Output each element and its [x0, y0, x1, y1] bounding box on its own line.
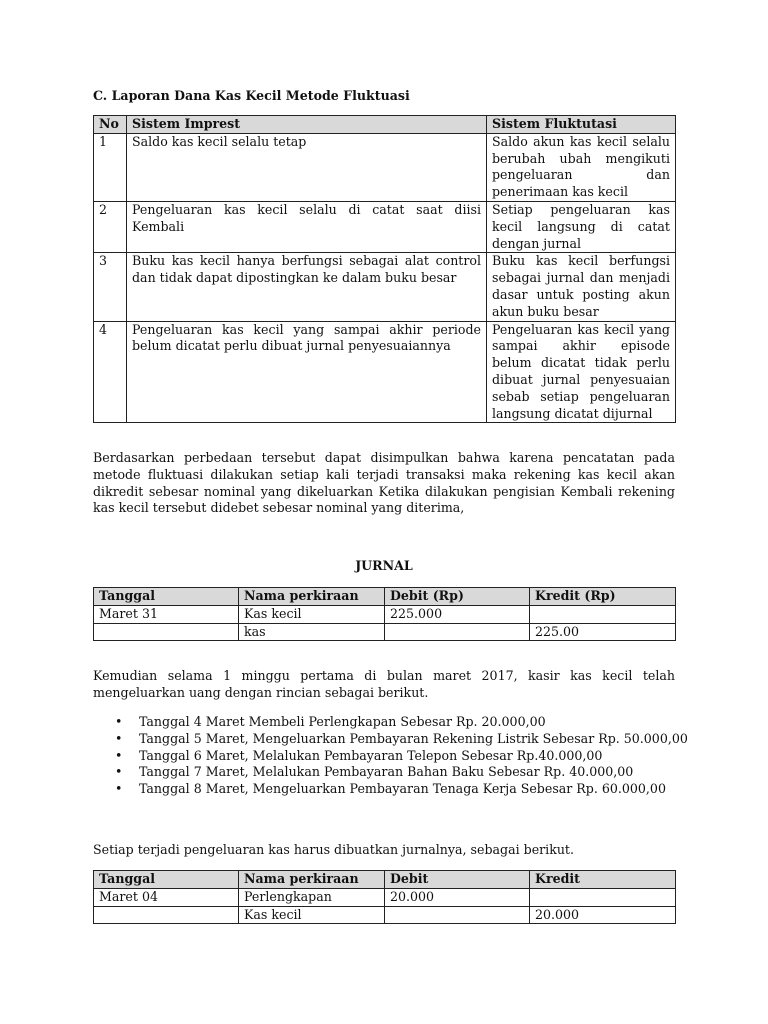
list-item — [93, 714, 693, 731]
fluktuasi-cell: Buku kas kecil berfungsi sebagai jurnal dan menjadi dasar untuk posting akun akun buku besar — [487, 253, 676, 321]
list-item-text: Tanggal 5 Maret, Mengeluarkan Pembayaran Rekening Listrik Sebesar Rp. 50.000,00 — [139, 730, 688, 746]
column-header-kredit: Kredit — [530, 871, 676, 889]
kredit-cell — [530, 605, 676, 623]
table-row — [94, 133, 676, 201]
column-header-nama-perkiraan: Nama perkiraan — [239, 588, 385, 606]
comparison-table — [93, 115, 676, 423]
bullet-icon: • — [115, 781, 123, 797]
nama-perkiraan-cell: Kas kecil — [239, 605, 385, 623]
jurnal-table-2 — [93, 870, 676, 924]
list-item-text: Tanggal 8 Maret, Mengeluarkan Pembayaran Tenaga Kerja Sebesar Rp. 60.000,00 — [139, 781, 666, 797]
imprest-cell: Saldo kas kecil selalu tetap — [127, 133, 487, 201]
table-row — [94, 321, 676, 423]
kredit-cell: 20.000 — [530, 906, 676, 924]
table-header-row — [94, 116, 676, 134]
tanggal-cell — [94, 623, 239, 641]
bullet-icon: • — [115, 764, 123, 780]
imprest-cell: Buku kas kecil hanya berfungsi sebagai alat control dan tidak dapat dipostingkan ke dalam buku besar — [127, 253, 487, 321]
list-item-text: Tanggal 7 Maret, Melalukan Pembayaran Bahan Baku Sebesar Rp. 40.000,00 — [139, 764, 634, 780]
list-item — [93, 764, 693, 781]
column-header-debit: Debit (Rp) — [385, 588, 530, 606]
column-header-fluktuasi: Sistem Fluktutasi — [487, 116, 676, 134]
table-row — [94, 906, 676, 924]
row-number: 4 — [94, 321, 127, 423]
table-header-row — [94, 588, 676, 606]
nama-perkiraan-cell: Perlengkapan — [239, 888, 385, 906]
nama-perkiraan-cell: kas — [239, 623, 385, 641]
conclusion-paragraph: Berdasarkan perbedaan tersebut dapat disimpulkan bahwa karena pencatatan pada metode fluktuasi dilakukan setiap kali terjadi transaksi maka rekening kas kecil akan dikredit sebesar nominal yang dikeluarkan Ketika dilakukan pengisian Kembali rekening kas kecil tersebut didebet sebesar nominal yang diterima, — [93, 450, 675, 516]
fluktuasi-cell: Pengeluaran kas kecil yang sampai akhir episode belum dicatat tidak perlu dibuat jurnal penyesuaian sebab setiap pengeluaran langsung dicatat dijurnal — [487, 321, 676, 423]
debit-cell: 225.000 — [385, 605, 530, 623]
debit-cell: 20.000 — [385, 888, 530, 906]
list-item — [93, 781, 693, 798]
bullet-icon: • — [115, 730, 123, 746]
column-header-tanggal: Tanggal — [94, 871, 239, 889]
column-header-imprest: Sistem Imprest — [127, 116, 487, 134]
table-row — [94, 253, 676, 321]
table-row — [94, 623, 676, 641]
jurnal-title: JURNAL — [355, 558, 413, 573]
row-number: 2 — [94, 201, 127, 252]
column-header-nama-perkiraan: Nama perkiraan — [239, 871, 385, 889]
tanggal-cell: Maret 31 — [94, 605, 239, 623]
column-header-tanggal: Tanggal — [94, 588, 239, 606]
imprest-cell: Pengeluaran kas kecil selalu di catat saat diisi Kembali — [127, 201, 487, 252]
tanggal-cell — [94, 906, 239, 924]
column-header-no: No — [94, 116, 127, 134]
debit-cell — [385, 906, 530, 924]
nama-perkiraan-cell: Kas kecil — [239, 906, 385, 924]
bullet-icon: • — [115, 747, 123, 763]
column-header-debit: Debit — [385, 871, 530, 889]
fluktuasi-cell: Saldo akun kas kecil selalu berubah ubah mengikuti pengeluaran dan penerimaan kas kecil — [487, 133, 676, 201]
fluktuasi-cell: Setiap pengeluaran kas kecil langsung di catat dengan jurnal — [487, 201, 676, 252]
imprest-cell: Pengeluaran kas kecil yang sampai akhir periode belum dicatat perlu dibuat jurnal penyesuaiannya — [127, 321, 487, 423]
section-heading: C. Laporan Dana Kas Kecil Metode Fluktuasi — [93, 88, 410, 103]
tanggal-cell: Maret 04 — [94, 888, 239, 906]
bullet-icon: • — [115, 714, 123, 729]
table-row — [94, 201, 676, 252]
table-row — [94, 605, 676, 623]
list-item — [93, 748, 693, 765]
list-item-text: Tanggal 6 Maret, Melalukan Pembayaran Telepon Sebesar Rp.40.000,00 — [139, 747, 603, 763]
debit-cell — [385, 623, 530, 641]
intro-paragraph: Kemudian selama 1 minggu pertama di bulan maret 2017, kasir kas kecil telah mengeluarkan uang dengan rincian sebagai berikut. — [93, 668, 675, 700]
list-item — [93, 731, 693, 748]
table-row — [94, 888, 676, 906]
row-number: 1 — [94, 133, 127, 201]
row-number: 3 — [94, 253, 127, 321]
expense-list — [93, 714, 693, 798]
column-header-kredit: Kredit (Rp) — [530, 588, 676, 606]
kredit-cell — [530, 888, 676, 906]
kredit-cell: 225.00 — [530, 623, 676, 641]
jurnal-note-paragraph: Setiap terjadi pengeluaran kas harus dibuatkan jurnalnya, sebagai berikut. — [93, 842, 574, 857]
jurnal-table — [93, 587, 676, 641]
table-header-row — [94, 871, 676, 889]
list-item-text: Tanggal 4 Maret Membeli Perlengkapan Sebesar Rp. 20.000,00 — [139, 714, 546, 729]
